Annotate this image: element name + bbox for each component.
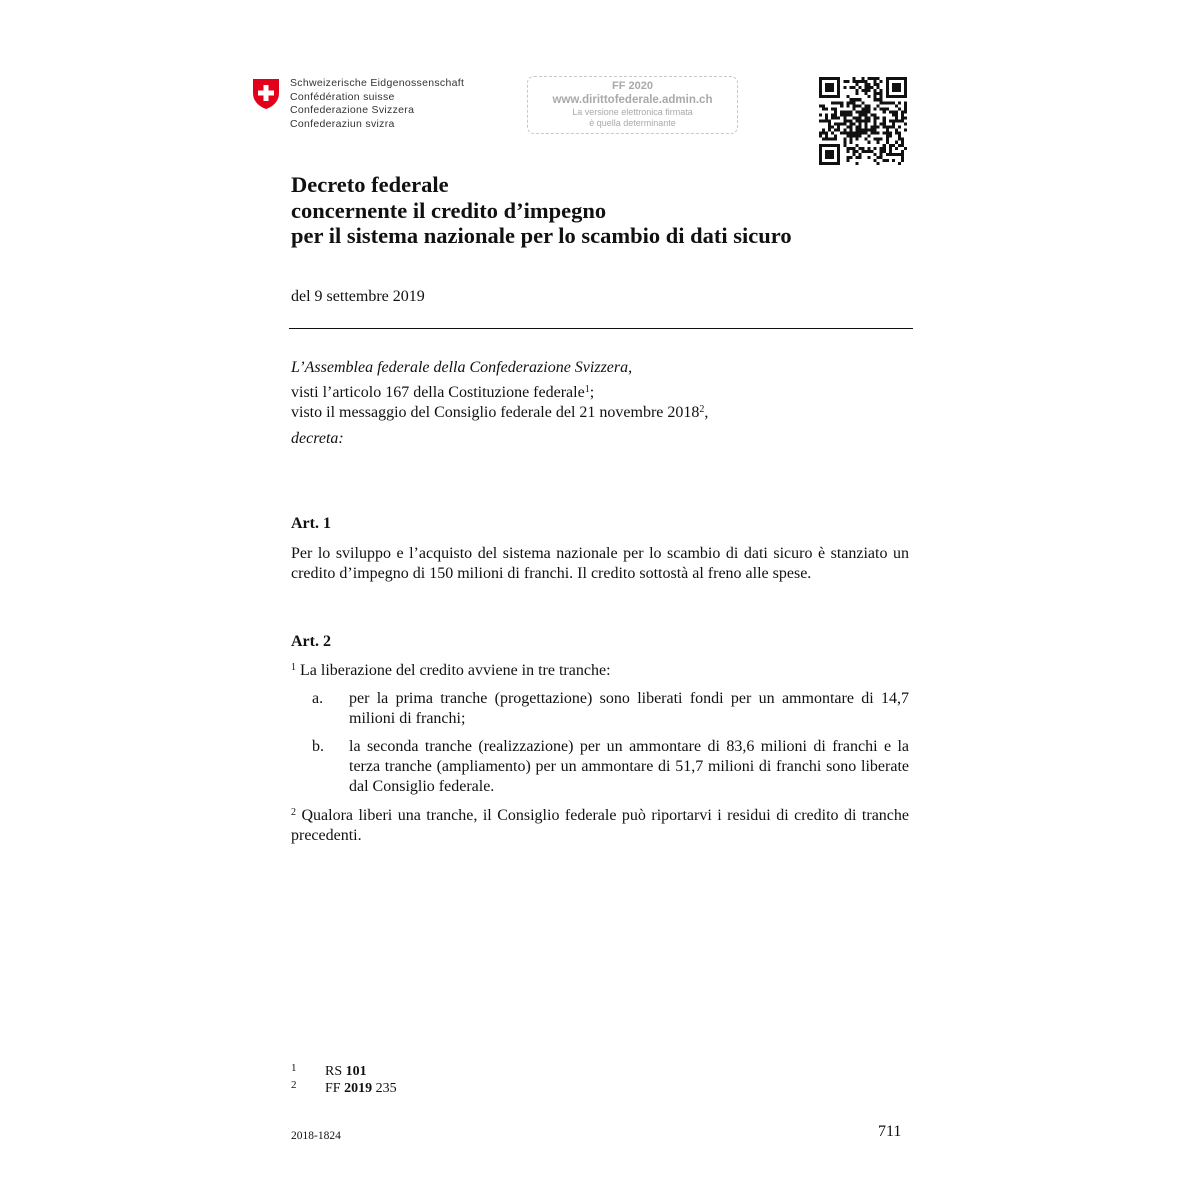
confederation-name-de: Schweizerische Eidgenossenschaft xyxy=(290,77,465,89)
confederation-name-it: Confederazione Svizzera xyxy=(290,104,415,117)
footnote-ref: 1 xyxy=(584,384,590,395)
footnote-bold-ref: 2019 xyxy=(344,1081,373,1096)
title-line: concernente il credito d’impegno xyxy=(291,197,607,223)
preamble-text: visto il messaggio del Consiglio federale del 21 novembre 2018 xyxy=(291,404,700,421)
preamble-decreta: decreta: xyxy=(291,430,344,447)
footnote-ref: 2 xyxy=(699,404,705,415)
list-item-label: a. xyxy=(312,690,324,707)
preamble-line-constitution xyxy=(291,383,708,403)
confederation-name-rm: Confederaziun svizra xyxy=(290,117,395,130)
confederation-name-fr: Confédération suisse xyxy=(290,90,395,103)
footnote-prefix: RS xyxy=(325,1064,343,1079)
title-line: Decreto federale xyxy=(291,172,449,197)
preamble-assembly: L’Assemblea federale della Confederazione Svizzera, xyxy=(291,359,633,376)
preamble-punctuation: , xyxy=(704,404,709,421)
stamp-note-1: La versione elettronica firmata xyxy=(572,107,693,117)
list-item-text: per la prima tranche (progettazione) sono liberati fondi per un ammontare di 14,7 milioni di franchi; xyxy=(349,690,909,727)
footnote-number: 1 xyxy=(291,1062,297,1074)
swiss-coat-of-arms-icon xyxy=(252,78,280,110)
paragraph-number: 2 xyxy=(291,807,296,818)
footnote-bold-ref: 101 xyxy=(345,1064,367,1079)
article-2-paragraph-2 xyxy=(291,806,909,846)
preamble-punctuation: ; xyxy=(589,384,595,401)
footnote-number: 2 xyxy=(291,1079,297,1091)
footnote-prefix: FF xyxy=(325,1081,341,1096)
official-publication-stamp xyxy=(527,76,738,134)
preamble-text: visti l’articolo 167 della Costituzione federale xyxy=(291,384,585,401)
list-item xyxy=(291,689,909,729)
stamp-note-2: è quella determinante xyxy=(589,118,676,128)
list-item-text: la seconda tranche (realizzazione) per un ammontare di 83,6 milioni di franchi e la terza tranche (ampliamento) per un ammontare di 51,7 milioni di franchi sono liberate dal Consiglio federale. xyxy=(349,738,909,795)
preamble-line-message xyxy=(291,403,708,423)
title-line: per il sistema nazionale per lo scambio di dati sicuro xyxy=(291,223,792,248)
list-item xyxy=(291,737,909,797)
title-divider xyxy=(289,328,913,329)
paragraph-text: Qualora liberi una tranche, il Consiglio federale può riportarvi i residui di credito di tranche precedenti. xyxy=(291,807,910,844)
article-2-heading: Art. 2 xyxy=(291,633,331,650)
article-1-text: Per lo sviluppo e l’acquisto del sistema nazionale per lo scambio di dati sicuro è stanziato un credito d’impegno di 150 milioni di franchi. Il credito sottostà al freno alle spese. xyxy=(291,545,909,582)
preamble xyxy=(291,358,708,449)
paragraph-number: 1 xyxy=(291,662,296,673)
article-2-paragraph-1 xyxy=(291,661,909,681)
qr-code-icon xyxy=(819,77,907,165)
article-1-heading: Art. 1 xyxy=(291,515,331,532)
document-number: 2018-1824 xyxy=(291,1130,341,1142)
decree-date: del 9 settembre 2019 xyxy=(291,288,425,305)
page-number: 711 xyxy=(878,1123,902,1140)
confederation-names xyxy=(290,77,464,131)
footnote-suffix: 235 xyxy=(375,1081,397,1096)
footnote xyxy=(291,1063,367,1080)
page-title xyxy=(291,172,792,249)
list-item-label: b. xyxy=(312,738,324,755)
footnote xyxy=(291,1080,397,1097)
paragraph-text: La liberazione del credito avviene in tre tranche: xyxy=(300,662,611,679)
stamp-edition: FF 2020 xyxy=(612,80,653,92)
stamp-website: www.dirittofederale.admin.ch xyxy=(552,94,713,106)
